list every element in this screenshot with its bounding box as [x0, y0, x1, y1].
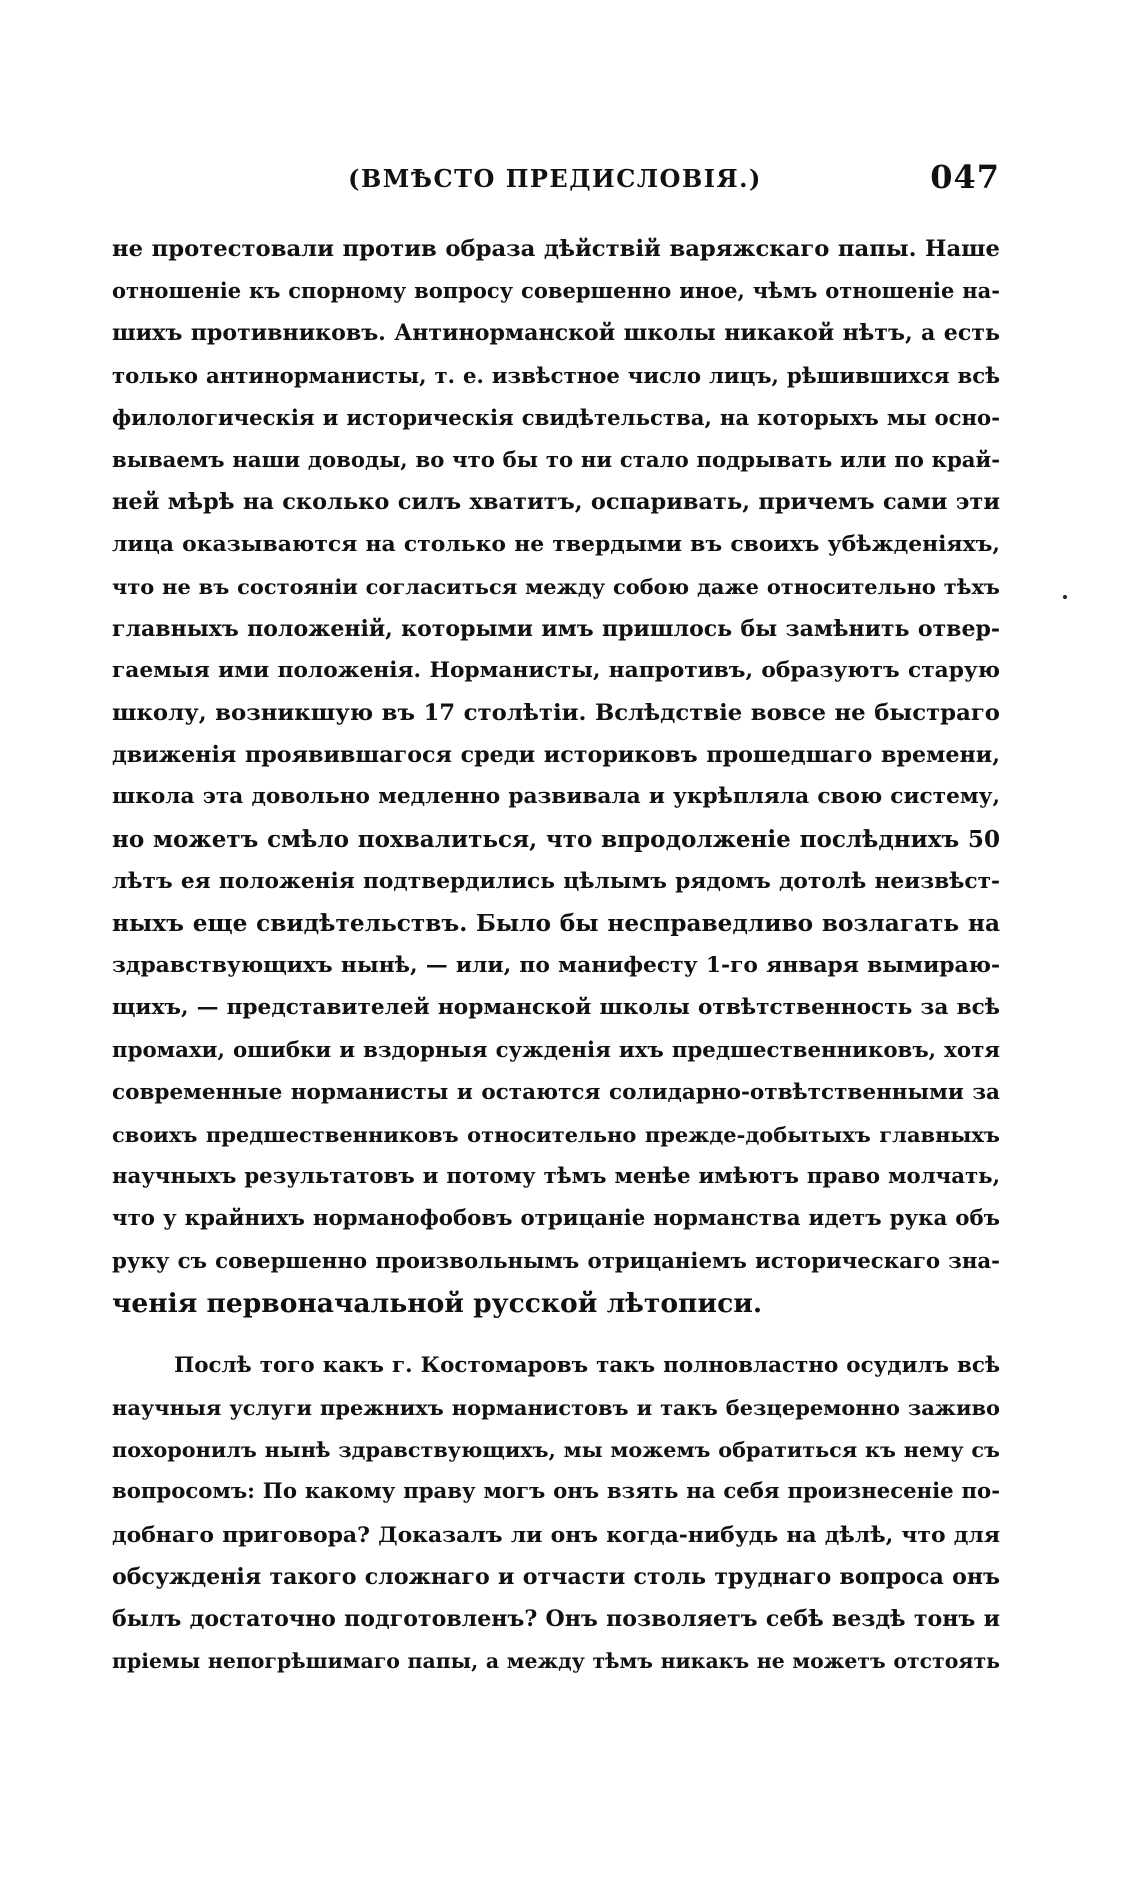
text-line: щихъ, — представителей норманской школы отвѣтственность за всѣ: [112, 995, 1000, 1021]
text-line: своихъ предшественниковъ относительно прежде-добытыхъ главныхъ: [112, 1121, 1000, 1147]
text-line: пріемы непогрѣшимаго папы, а между тѣмъ никакъ не можетъ отстоять: [112, 1649, 1000, 1674]
body-text: [112, 228, 1000, 1682]
text-line: вопросомъ: По какому праву могъ онъ взять на себя произнесеніе по-: [112, 1479, 1000, 1505]
text-line: шихъ противниковъ. Антинорманской школы никакой нѣтъ, а есть: [112, 320, 1000, 347]
text-line: главныхъ положеній, которыми имъ пришлось бы замѣнить отвер-: [112, 615, 1000, 642]
text-line: ней мѣрѣ на сколько силъ хватитъ, оспаривать, причемъ сами эти: [112, 489, 1000, 516]
text-line: руку съ совершенно произвольнымъ отрицаніемъ историческаго зна-: [112, 1248, 1000, 1274]
text-line: научныя услуги прежнихъ норманистовъ и такъ безцеремонно заживо: [112, 1395, 1000, 1421]
text-line: что не въ состояніи согласиться между собою даже относительно тѣхъ: [112, 573, 1000, 599]
running-title: (ВМѢСТО ПРЕДИСЛОВІЯ.): [348, 164, 762, 193]
text-line: гаемыя ими положенія. Норманисты, напротивъ, образуютъ старую: [112, 657, 1000, 683]
text-line: школа эта довольно медленно развивала и укрѣпляла свою систему,: [112, 784, 1000, 810]
text-line: движенія проявившагося среди историковъ прошедшаго времени,: [112, 742, 1000, 769]
text-line: что у крайнихъ норманофобовъ отрицаніе норманства идетъ рука объ: [112, 1206, 1000, 1232]
text-line: ченія первоначальной русской лѣтописи.: [112, 1287, 763, 1319]
paragraph-1: [112, 228, 1000, 1325]
page-number: 047: [930, 158, 1000, 196]
text-line: похоронилъ нынѣ здравствующихъ, мы можемъ обратиться къ нему съ: [112, 1437, 1000, 1463]
text-line: лица оказываются на столько не твердыми въ своихъ убѣжденіяхъ,: [112, 531, 1000, 558]
print-speck: [1063, 595, 1067, 599]
text-line: промахи, ошибки и вздорныя сужденія ихъ предшественниковъ, хотя: [112, 1037, 1000, 1063]
text-line: современные норманисты и остаются солидарно-отвѣтственными за: [112, 1079, 1000, 1105]
text-line: не протестовали против образа дѣйствій варяжскаго папы. Наше: [112, 236, 1000, 262]
paragraph-2: [112, 1345, 1000, 1683]
text-line: Послѣ того какъ г. Костомаровъ такъ полновластно осудилъ всѣ: [174, 1352, 1000, 1378]
text-line: филологическія и историческія свидѣтельства, на которыхъ мы осно-: [112, 404, 1000, 430]
text-line: научныхъ результатовъ и потому тѣмъ менѣе имѣютъ право молчать,: [112, 1164, 1000, 1190]
text-line: ныхъ еще свидѣтельствъ. Было бы несправедливо возлагать на: [112, 910, 1000, 937]
text-line: вываемъ наши доводы, во что бы то ни стало подрывать или по край-: [112, 446, 1000, 472]
text-line: но можетъ смѣло похвалиться, что впродолженіе послѣднихъ 50: [112, 825, 1000, 853]
text-line: школу, возникшую въ 17 столѣтіи. Вслѣдствіе вовсе не быстраго: [112, 700, 1000, 727]
text-line: здравствующихъ нынѣ, — или, по манифесту 1-го января вымираю-: [112, 953, 1000, 979]
text-line: только антинорманисты, т. е. извѣстное число лицъ, рѣшившихся всѣ: [112, 362, 1000, 388]
text-line: добнаго приговора? Доказалъ ли онъ когда-нибудь на дѣлѣ, что для: [112, 1521, 1000, 1548]
paragraph-gap: [112, 1325, 1000, 1345]
text-line: отношеніе къ спорному вопросу совершенно иное, чѣмъ отношеніе на-: [112, 278, 1000, 304]
text-line: былъ достаточно подготовленъ? Онъ позволяетъ себѣ вездѣ тонъ и: [112, 1606, 1000, 1632]
text-line: обсужденія такого сложнаго и отчасти столь труднаго вопроса онъ: [112, 1563, 1000, 1590]
running-head: [110, 158, 1000, 206]
text-line: лѣтъ ея положенія подтвердились цѣлымъ рядомъ дотолѣ неизвѣст-: [112, 868, 1000, 894]
